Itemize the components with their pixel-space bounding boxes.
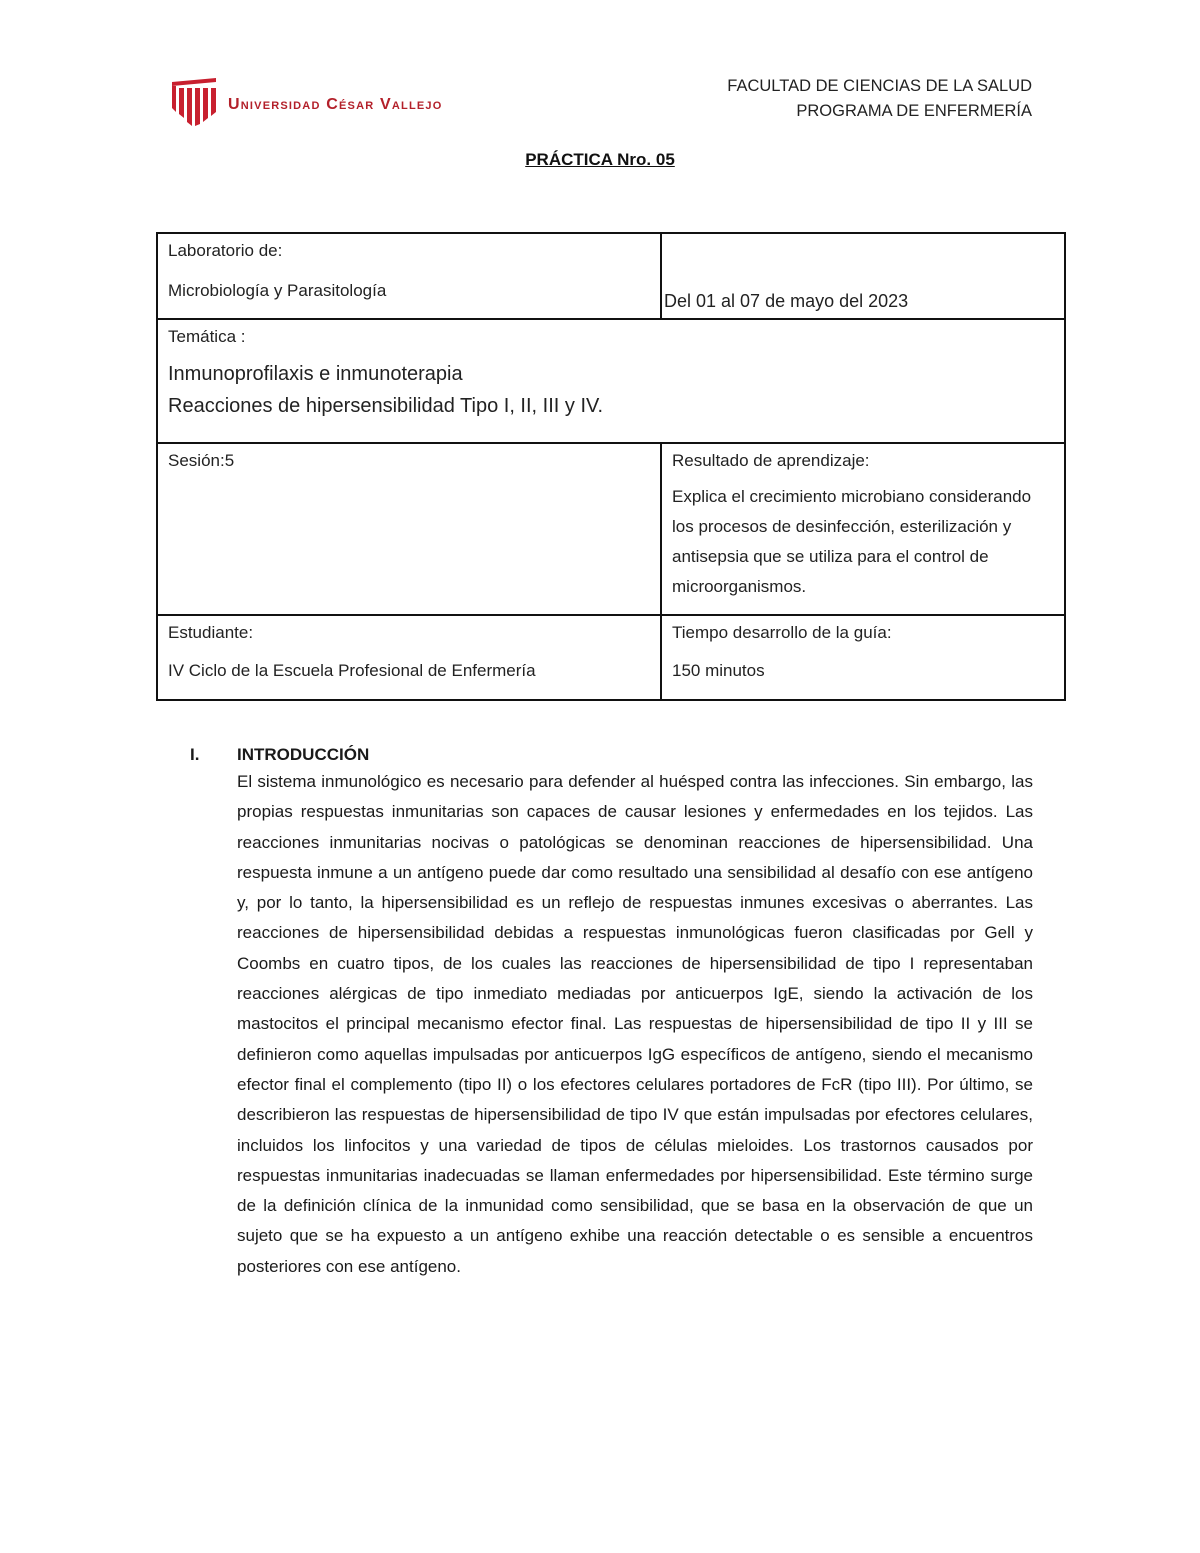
- lab-cell: [157, 233, 661, 319]
- time-label: Tiempo desarrollo de la guía:: [672, 623, 892, 642]
- lab-label: Laboratorio de:: [168, 241, 283, 260]
- resultado-text: Explica el crecimiento microbiano considerando los procesos de desinfección, esterilización y antisepsia que se utiliza para el control de microorganismos.: [672, 487, 1032, 596]
- session-label: Sesión:5: [168, 451, 235, 470]
- tematica-line-1: Inmunoprofilaxis e inmunoterapia: [168, 363, 463, 385]
- student-value: IV Ciclo de la Escuela Profesional de Enfermería: [168, 661, 536, 680]
- tematica-line-2: Reacciones de hipersensibilidad Tipo I, II, III y IV.: [168, 395, 604, 417]
- time-value: 150 minutos: [672, 661, 765, 680]
- date-value: Del 01 al 07 de mayo del 2023: [664, 291, 909, 311]
- section-body: El sistema inmunológico es necesario para defender al huésped contra las infecciones. Sin embargo, las propias respuestas inmunitarias son capaces de causar lesiones y enfermedades en los tejidos. Las reacciones inmunitarias nocivas o patológicas se denominan reacciones de hipersensibilidad. Una respuesta inmune a un antígeno puede dar como resultado una sensibilidad al desafío con ese antígeno y, por lo tanto, la hipersensibilidad es un reflejo de respuestas inmunes excesivas o aberrantes. Las reacciones de hipersensibilidad debidas a respuestas inmunológicas fueron clasificadas por Gell y Coombs en cuatro tipos, de los cuales las reacciones de hipersensibilidad de tipo I representaban reacciones alérgicas de tipo inmediato mediadas por anticuerpos IgE, siendo la activación de los mastocitos el principal mecanismo efector final. Las respuestas de hipersensibilidad de tipo II y III se definieron como aquellas impulsadas por anticuerpos IgG específicos de antígeno, siendo el mecanismo efector final el complemento (tipo II) o los efectores celulares portadores de FcR (tipo III). Por último, se describieron las respuestas de hipersensibilidad de tipo IV que están impulsadas por efectores celulares, incluidos los linfocitos y una variedad de tipos de células mieloides. Los trastornos causados por respuestas inmunitarias inadecuadas se llaman enfermedades por hipersensibilidad. Este término surge de la definición clínica de la inmunidad como sensibilidad, que se basa en la observación de que un sujeto que se ha expuesto a un antígeno exhibe una reacción detectable o es sensible a encuentros posteriores con ese antígeno.: [237, 772, 1033, 1276]
- page-title: PRÁCTICA Nro. 05: [525, 150, 675, 169]
- university-logo: [170, 78, 442, 128]
- table-row: [157, 615, 1065, 700]
- tematica-label: Temática :: [168, 327, 246, 346]
- lab-value: Microbiología y Parasitología: [168, 281, 387, 300]
- table-row: [157, 443, 1065, 615]
- university-name: Universidad César Vallejo: [228, 96, 443, 113]
- time-cell: [661, 615, 1065, 700]
- faculty-name: FACULTAD DE CIENCIAS DE LA SALUD: [727, 77, 1032, 95]
- university-crest-icon: [170, 78, 218, 128]
- table-row: [157, 233, 1065, 319]
- student-label: Estudiante:: [168, 623, 254, 642]
- resultado-cell: [661, 443, 1065, 615]
- resultado-label: Resultado de aprendizaje:: [672, 451, 870, 470]
- info-table: [156, 232, 1066, 701]
- student-cell: [157, 615, 661, 700]
- tematica-cell: [157, 319, 1065, 443]
- section-number: I.: [190, 745, 200, 764]
- program-name: PROGRAMA DE ENFERMERÍA: [796, 102, 1032, 120]
- table-row: [157, 319, 1065, 443]
- section-title: INTRODUCCIÓN: [237, 745, 370, 764]
- introduction-section: [190, 743, 1033, 1282]
- session-cell: [157, 443, 661, 615]
- section-heading: [190, 743, 1033, 767]
- date-cell: [661, 233, 1065, 319]
- faculty-header: [727, 74, 1032, 124]
